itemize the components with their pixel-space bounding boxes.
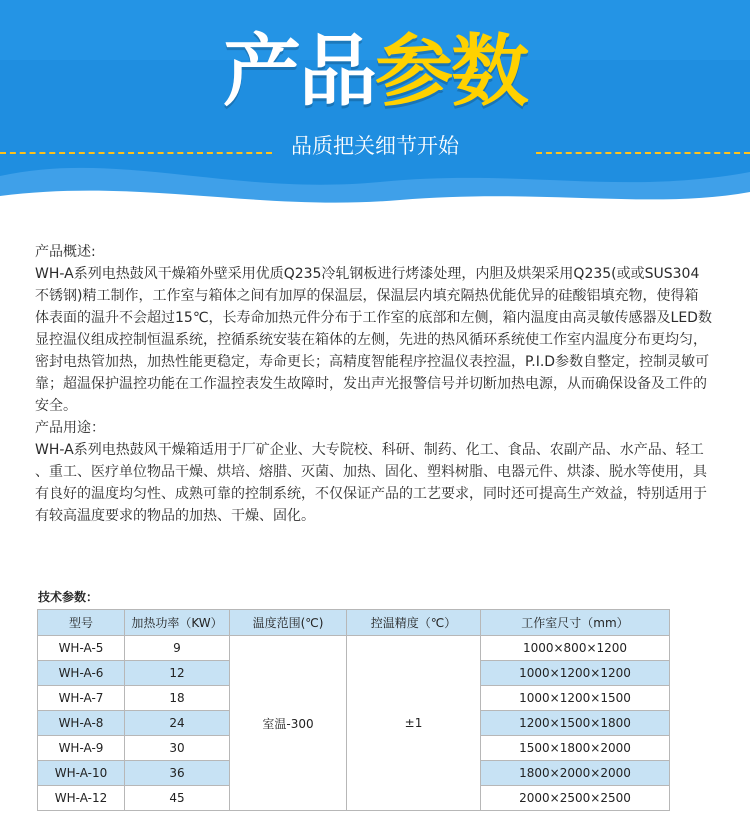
overview-line: 体表面的温升不会超过15℃，长寿命加热元件分布于工作室的底部和左侧，箱内温度由高灵敏传感器及LED数	[35, 310, 712, 326]
usage-line: 有良好的温度均匀性、成熟可靠的控制系统，不仅保证产品的工艺要求，同时还可提高生产效益，特别适用于	[35, 486, 707, 502]
product-description	[35, 241, 719, 527]
usage-heading: 产品用途：	[35, 420, 105, 436]
usage-line: 、重工、医疗单位物品干燥、烘培、熔腊、灭菌、加热、固化、塑料树脂、电器元件、烘漆、脱水等使用，具	[35, 464, 707, 480]
overview-line: 安全。	[35, 398, 77, 414]
usage-line: 有较高温度要求的物品的加热、干燥、固化。	[35, 508, 315, 524]
title-yellow-part: 参数	[375, 27, 528, 117]
cell-model: WH-A-8	[38, 711, 125, 736]
cell-power: 36	[125, 761, 230, 786]
overview-line: 不锈钢)精工制作，工作室与箱体之间有加厚的保温层，保温层内填充隔热优能优异的硅酸铝填充物，使得箱	[35, 288, 699, 304]
table-header-row	[38, 610, 670, 636]
subtitle-right-dashed-line	[536, 152, 750, 154]
tech-params-label: 技术参数：	[38, 590, 99, 604]
cell-model: WH-A-10	[38, 761, 125, 786]
cell-power: 24	[125, 711, 230, 736]
cell-chamber-size: 1800×2000×2000	[481, 761, 670, 786]
cell-chamber-size: 1500×1800×2000	[481, 736, 670, 761]
overview-line: 靠；超温保护温控功能在工作温控表发生故障时，发出声光报警信号并切断加热电源，从而确保设备及工件的	[35, 376, 707, 392]
overview-line: 密封电热管加热，加热性能更稳定，寿命更长；高精度智能程序控温仪表控温，P.I.D参数自整定，控制灵敏可	[35, 354, 710, 370]
spec-table	[37, 609, 670, 811]
col-header-temp-accuracy: 控温精度（℃）	[347, 610, 481, 636]
overview-line: 显控温仪组成控制恒温系统，控循系统安装在箱体的左侧，先进的热风循环系统使工作室内温度分布更均匀，	[35, 332, 707, 348]
cell-chamber-size: 1200×1500×1800	[481, 711, 670, 736]
col-header-chamber-size: 工作室尺寸（mm）	[481, 610, 670, 636]
cell-power: 12	[125, 661, 230, 686]
cell-model: WH-A-12	[38, 786, 125, 811]
usage-line: WH-A系列电热鼓风干燥箱适用于厂矿企业、大专院校、科研、制药、化工、食品、农副产品、水产品、轻工	[35, 442, 704, 458]
cell-model: WH-A-9	[38, 736, 125, 761]
overview-heading: 产品概述:	[35, 244, 96, 260]
cell-power: 45	[125, 786, 230, 811]
cell-temp-accuracy: ±1	[347, 636, 481, 811]
cell-chamber-size: 2000×2500×2500	[481, 786, 670, 811]
subtitle-row	[0, 130, 750, 162]
cell-chamber-size: 1000×1200×1200	[481, 661, 670, 686]
cell-power: 18	[125, 686, 230, 711]
page-subtitle: 品质把关细节开始	[291, 134, 459, 158]
cell-model: WH-A-7	[38, 686, 125, 711]
col-header-model: 型号	[38, 610, 125, 636]
page-title	[0, 22, 750, 122]
cell-model: WH-A-6	[38, 661, 125, 686]
cell-model: WH-A-5	[38, 636, 125, 661]
cell-temp-range: 室温-300	[230, 636, 347, 811]
title-white-part: 产品	[222, 27, 375, 117]
col-header-power: 加热功率（KW）	[125, 610, 230, 636]
overview-line: WH-A系列电热鼓风干燥箱外壁采用优质Q235冷轧钢板进行烤漆处理，内胆及烘架采用Q235(或或SUS304	[35, 266, 700, 282]
table-row	[38, 636, 670, 661]
col-header-temp-range: 温度范围(℃)	[230, 610, 347, 636]
cell-chamber-size: 1000×1200×1500	[481, 686, 670, 711]
cell-power: 30	[125, 736, 230, 761]
header-banner	[0, 0, 750, 212]
cell-chamber-size: 1000×800×1200	[481, 636, 670, 661]
cell-power: 9	[125, 636, 230, 661]
